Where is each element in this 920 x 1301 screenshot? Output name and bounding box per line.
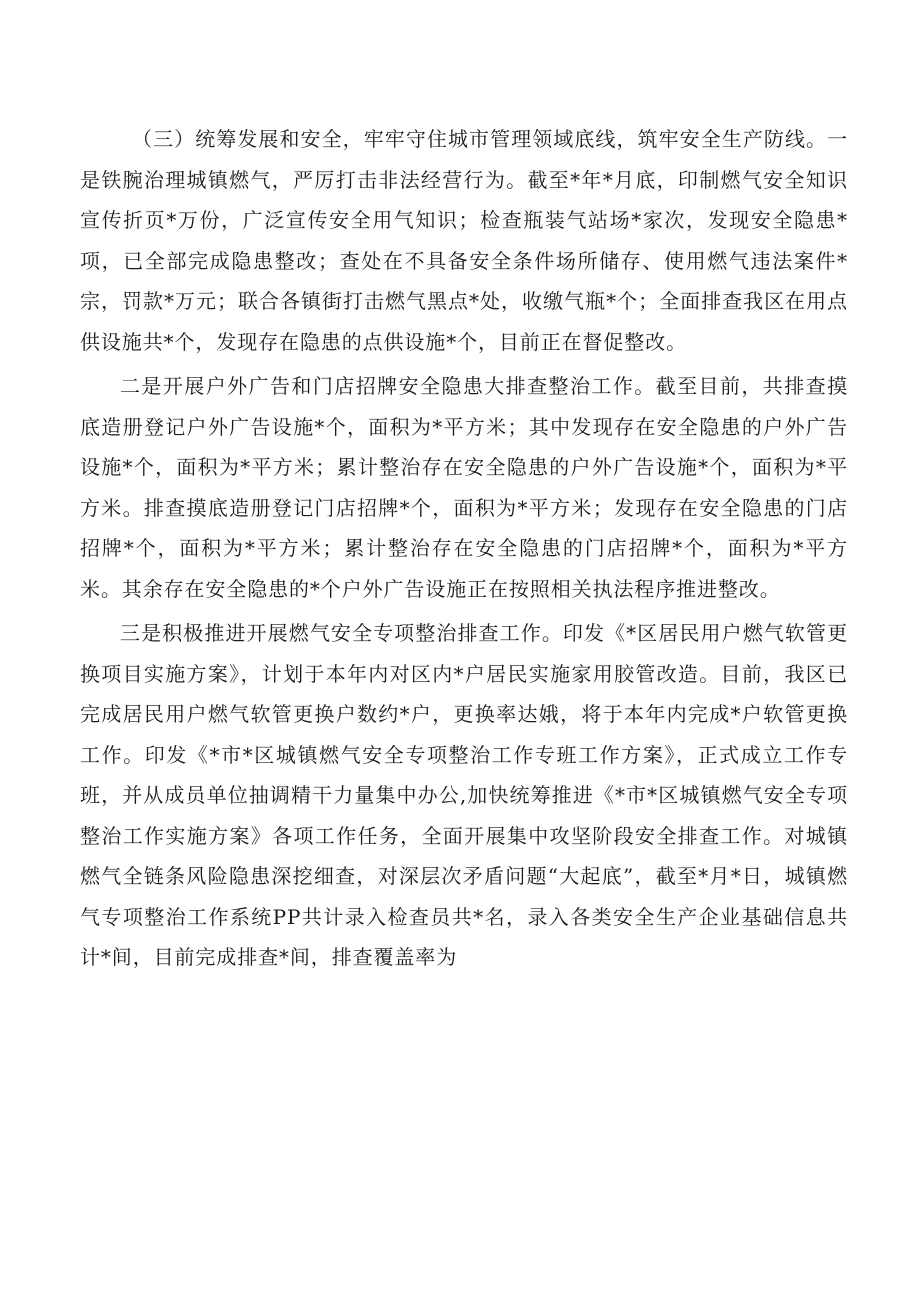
paragraph-outdoor-advertising: 二是开展户外广告和门店招牌安全隐患大排查整治工作。截至目前，共排查摸底造册登记户外广告设施*个，面积为*平方米；其中发现存在安全隐患的户外广告设施*个，面积为*平方米；累计整治存在安全隐患的户外广告设施*个，面积为*平方米。排查摸底造册登记门店招牌*个，面积为*平方米；发现存在安全隐患的门店招牌*个，面积为*平方米；累计整治存在安全隐患的门店招牌*个，面积为*平方米。其余存在安全隐患的*个户外广告设施正在按照相关执法程序推进整改。 <box>80 374 848 601</box>
document-body <box>80 119 848 978</box>
paragraph-gas-safety-overview: （三）统筹发展和安全，牢牢守住城市管理领域底线，筑牢安全生产防线。一是铁腕治理城镇燃气，严厉打击非法经营行为。截至*年*月底，印制燃气安全知识宣传折页*万份，广泛宣传安全用气知识；检查瓶装气站场*家次，发现安全隐患*项，已全部完成隐患整改；查处在不具备安全条件场所储存、使用燃气违法案件*宗，罚款*万元；联合各镇街打击燃气黑点*处，收缴气瓶*个；全面排查我区在用点供设施共*个，发现存在隐患的点供设施*个，目前正在督促整改。 <box>80 127 848 354</box>
paragraph-gas-rectification: 三是积极推进开展燃气安全专项整治排查工作。印发《*区居民用户燃气软管更换项目实施方案》，计划于本年内对区内*户居民实施家用胶管改造。目前，我区已完成居民用户燃气软管更换户数约*户，更换率达娥，将于本年内完成*户软管更换工作。印发《*市*区城镇燃气安全专项整治工作专班工作方案》，正式成立工作专班，并从成员单位抽调精干力量集中办公,加快统筹推进《*市*区城镇燃气安全专项整治工作实施方案》各项工作任务，全面开展集中攻坚阶段安全排查工作。对城镇燃气全链条风险隐患深挖细查，对深层次矛盾问题“大起底”，截至*月*日，城镇燃气专项整治工作系统PP共计录入检查员共*名，录入各类安全生产企业基础信息共计*间，目前完成排查*间，排查覆盖率为 <box>80 621 848 969</box>
